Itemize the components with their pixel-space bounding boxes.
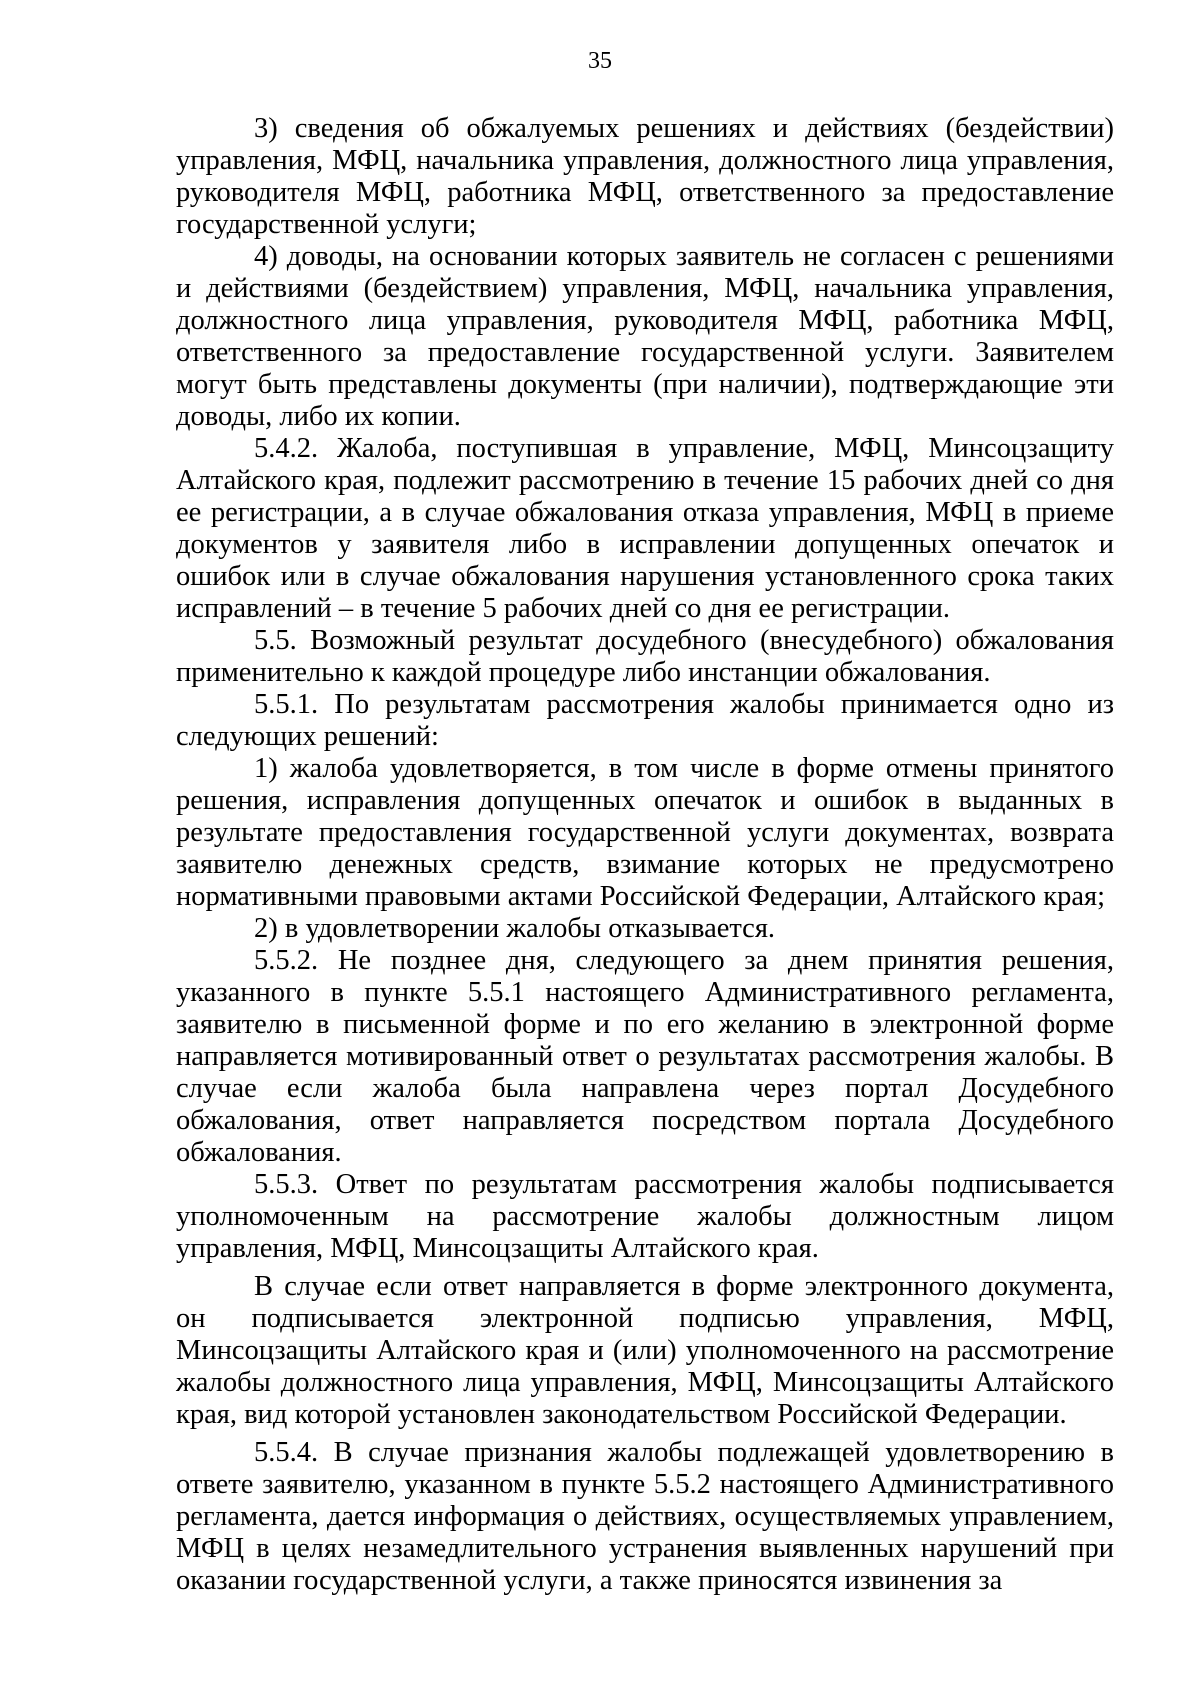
paragraph-5-5-3: 5.5.3. Ответ по результатам рассмотрения жалобы подписывается уполномоченным на рассмотрение жалобы должностным лицом управления, МФЦ, Минсоцзащиты Алтайского края. — [176, 1169, 1114, 1264]
paragraph-5-4-2: 5.4.2. Жалоба, поступившая в управление, МФЦ, Минсоцзащиту Алтайского края, подлежит рассмотрению в течение 15 рабочих дней со дня ее регистрации, а в случае обжалования отказа управления, МФЦ в приеме документов у заявителя либо в исправлении допущенных опечаток и ошибок или в случае обжалования нарушения установленного срока таких исправлений – в течение 5 рабочих дней со дня ее регистрации. — [176, 433, 1114, 624]
paragraph-5-5-2: 5.5.2. Не позднее дня, следующего за днем принятия решения, указанного в пункте 5.5.1 настоящего Административного регламента, заявителю в письменной форме и по его желанию в электронной форме направляется мотивированный ответ о результатах рассмотрения жалобы. В случае если жалоба была направлена через портал Досудебного обжалования, ответ направляется посредством портала Досудебного обжалования. — [176, 945, 1114, 1168]
page-number: 35 — [588, 48, 612, 74]
paragraph-item-3: 3) сведения об обжалуемых решениях и действиях (бездействии) управления, МФЦ, начальника управления, должностного лица управления, руководителя МФЦ, работника МФЦ, ответственного за предоставление государственной услуги; — [176, 113, 1114, 240]
paragraph-item-4: 4) доводы, на основании которых заявитель не согласен с решениями и действиями (бездействием) управления, МФЦ, начальника управления, должностного лица управления, руководителя МФЦ, работника МФЦ, ответственного за предоставление государственной услуги. Заявителем могут быть представлены документы (при наличии), подтверждающие эти доводы, либо их копии. — [176, 241, 1114, 432]
paragraph-decision-1: 1) жалоба удовлетворяется, в том числе в форме отмены принятого решения, исправления допущенных опечаток и ошибок в выданных в результате предоставления государственной услуги документах, возврата заявителю денежных средств, взимание которых не предусмотрено нормативными правовыми актами Российской Федерации, Алтайского края; — [176, 753, 1114, 912]
paragraph-5-5: 5.5. Возможный результат досудебного (внесудебного) обжалования применительно к каждой процедуре либо инстанции обжалования. — [176, 625, 1114, 688]
paragraph-5-5-1: 5.5.1. По результатам рассмотрения жалобы принимается одно из следующих решений: — [176, 689, 1114, 752]
paragraph-5-5-4: 5.5.4. В случае признания жалобы подлежащей удовлетворению в ответе заявителю, указанном в пункте 5.5.2 настоящего Административного регламента, дается информация о действиях, осуществляемых управлением, МФЦ в целях незамедлительного устранения выявленных нарушений при оказании государственной услуги, а также приносятся извинения за — [176, 1437, 1114, 1596]
document-body — [176, 113, 1114, 1597]
paragraph-decision-2: 2) в удовлетворении жалобы отказывается. — [254, 913, 776, 944]
paragraph-electronic-signature: В случае если ответ направляется в форме электронного документа, он подписывается электронной подписью управления, МФЦ, Минсоцзащиты Алтайского края и (или) уполномоченного на рассмотрение жалобы должностного лица управления, МФЦ, Минсоцзащиты Алтайского края, вид которой установлен законодательством Российской Федерации. — [176, 1271, 1114, 1430]
